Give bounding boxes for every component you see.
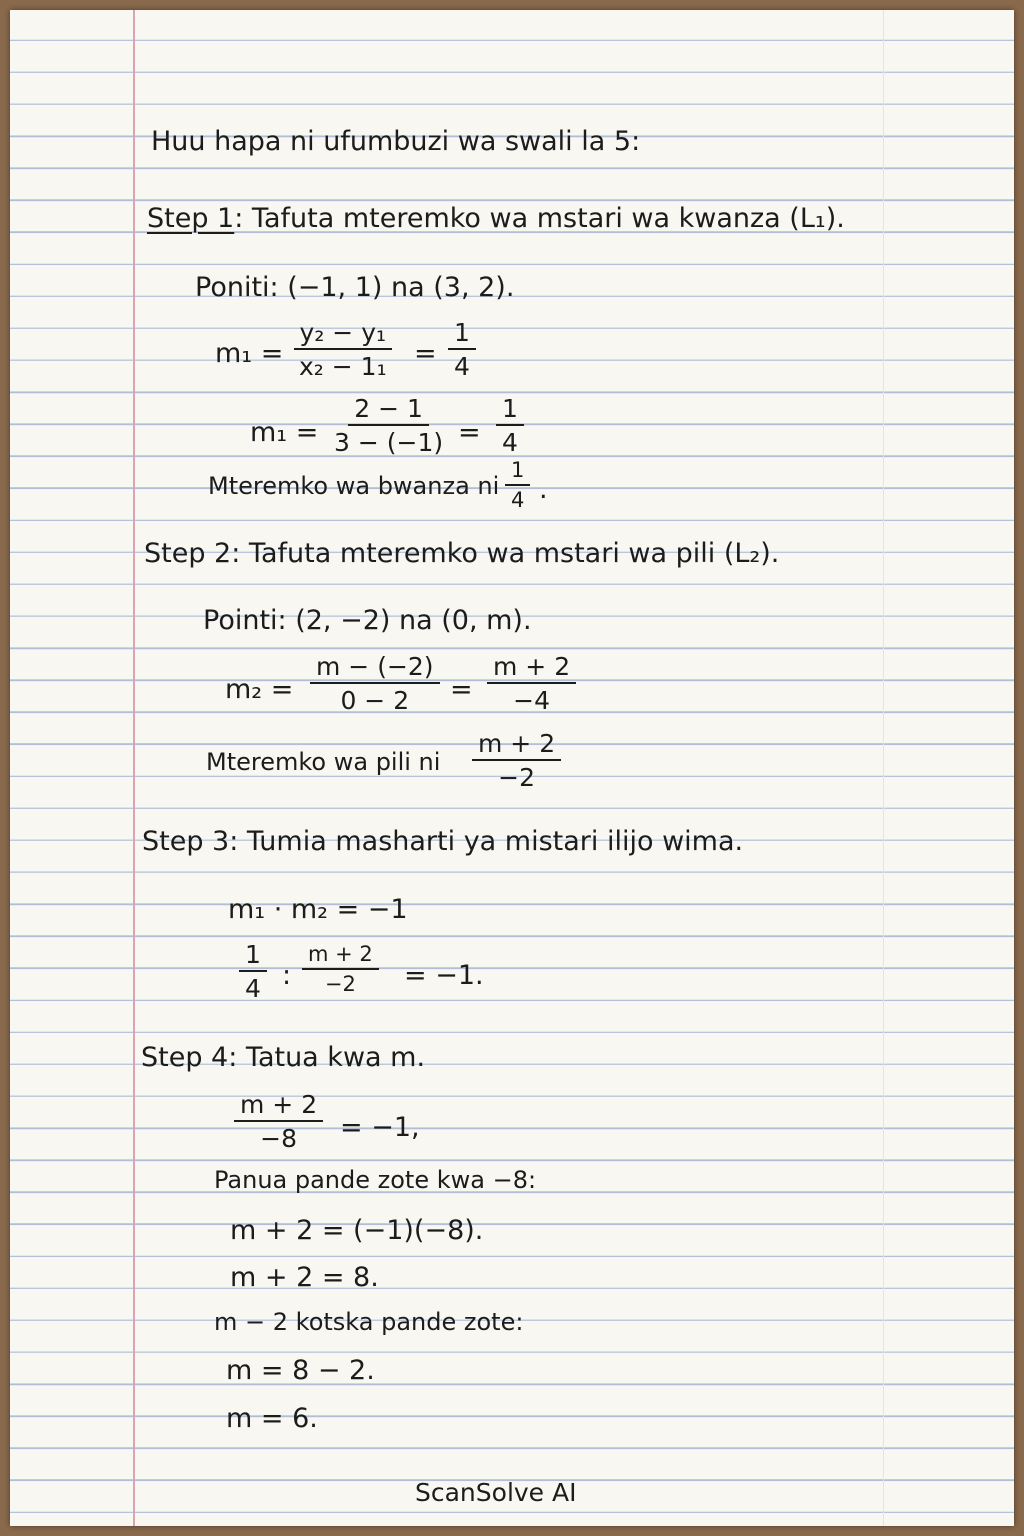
step1-slope-formula (293, 320, 393, 379)
step2-slope-result (487, 654, 576, 713)
conclusion-denominator: −2 (498, 763, 535, 792)
step4-result: = −1, (340, 1112, 420, 1143)
conclusion-numerator: 1 (505, 460, 530, 486)
fraction-b-numerator: m + 2 (302, 944, 379, 970)
step4-line-2: m + 2 = (−1)(−8). (230, 1215, 484, 1246)
step1-conclusion-fraction (505, 460, 530, 511)
step1-points: Poniti: (−1, 1) na (3, 2). (195, 272, 515, 303)
result-denominator: 4 (454, 352, 470, 381)
calc-result-numerator: 1 (496, 396, 524, 426)
result-numerator: 1 (448, 320, 476, 350)
equals-sign: = (458, 417, 481, 448)
right-margin-line (883, 10, 884, 1526)
step3-fraction-a (239, 942, 267, 1001)
formula-denominator: x₂ − 1₁ (299, 352, 387, 381)
notebook-page (10, 10, 1014, 1526)
step3-operator: : (282, 960, 292, 991)
step2-points: Pointi: (2, −2) na (0, m). (203, 605, 532, 636)
formula-numerator: y₂ − y₁ (294, 320, 392, 350)
step2-conclusion: Mteremko wa pili ni (206, 748, 441, 776)
step4-line-4: m − 2 kotska pande zote: (214, 1308, 524, 1336)
margin-line (133, 10, 135, 1526)
step4-fraction (234, 1092, 323, 1151)
step1-m1-label-2: m₁ = (250, 417, 319, 448)
footer-brand: ScanSolve AI (415, 1478, 577, 1507)
step2-m2-label: m₂ = (225, 674, 294, 705)
step1-label: Step 1 (147, 203, 235, 234)
formula-numerator: m − (−2) (310, 654, 440, 684)
equals-sign: = (450, 674, 473, 705)
step3-heading: Step 3: Tumia masharti ya mistari ilijo wima. (142, 826, 744, 857)
step4-line-5: m = 8 − 2. (226, 1355, 375, 1386)
fraction-a-denominator: 4 (245, 974, 261, 1003)
conclusion-numerator: m + 2 (472, 731, 561, 761)
step2-conclusion-fraction (472, 731, 561, 790)
conclusion-period: . (539, 474, 548, 505)
step1-heading (147, 205, 845, 232)
calc-denominator: 3 − (−1) (334, 428, 444, 457)
step3-fraction-b (302, 944, 379, 995)
step2-slope-formula (310, 654, 440, 713)
step1-slope-calc (328, 396, 449, 455)
step1-title: : Tafuta mteremko wa mstari wa kwanza (L₁). (234, 203, 845, 234)
step4-heading: Step 4: Tatua kwa m. (141, 1042, 426, 1073)
step2-heading: Step 2: Tafuta mteremko wa mstari wa pili (L₂). (144, 538, 780, 569)
step1-calc-result (496, 396, 524, 455)
step3-product: m₁ · m₂ = −1 (228, 894, 408, 925)
step4-line-3: m + 2 = 8. (230, 1262, 379, 1293)
step1-slope-result (448, 320, 476, 379)
formula-denominator: 0 − 2 (340, 686, 410, 715)
fraction-numerator: m + 2 (234, 1092, 323, 1122)
equals-sign: = (414, 338, 437, 369)
fraction-a-numerator: 1 (239, 942, 267, 972)
step1-m1-label: m₁ = (215, 338, 284, 369)
conclusion-denominator: 4 (511, 488, 525, 512)
intro-text: Huu hapa ni ufumbuzi wa swali la 5: (151, 126, 641, 157)
step4-line-6: m = 6. (226, 1403, 318, 1434)
calc-result-denominator: 4 (502, 428, 518, 457)
step4-line-1: Panua pande zote kwa −8: (214, 1166, 537, 1194)
step1-conclusion: Mteremko wa bwanza ni (208, 472, 500, 500)
result-numerator: m + 2 (487, 654, 576, 684)
fraction-denominator: −8 (260, 1124, 297, 1153)
step3-result: = −1. (404, 960, 484, 991)
calc-numerator: 2 − 1 (348, 396, 429, 426)
fraction-b-denominator: −2 (324, 972, 356, 996)
result-denominator: −4 (513, 686, 550, 715)
